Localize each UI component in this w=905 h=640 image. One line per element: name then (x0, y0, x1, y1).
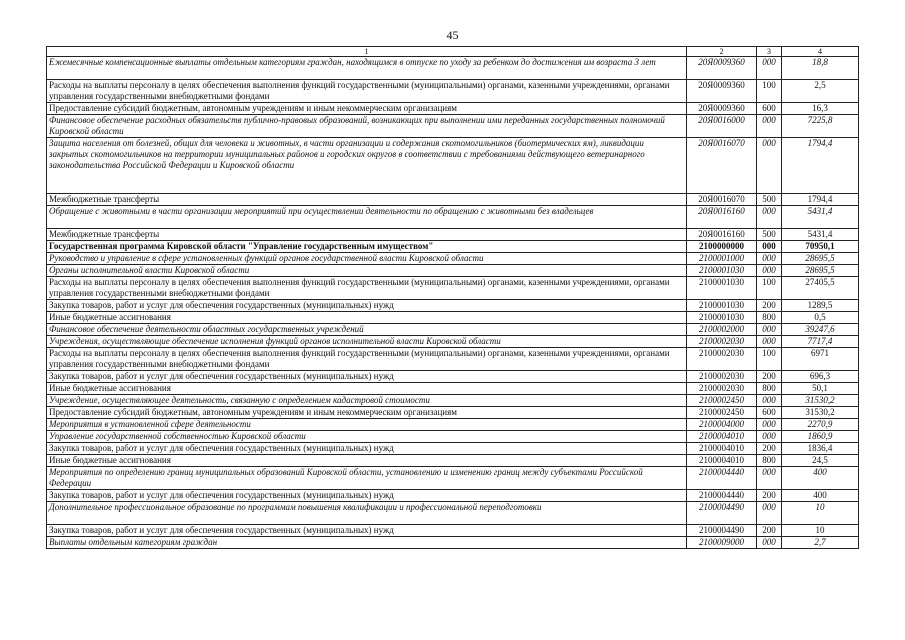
table-row (47, 395, 859, 407)
row-sum-cell: 50,1 (782, 383, 859, 395)
table-row (47, 194, 859, 206)
row-code-cell: 20Я0016160 (687, 229, 757, 241)
row-code-cell: 20Я0016160 (687, 206, 757, 229)
row-name-cell: Иные бюджетные ассигнования (47, 383, 687, 395)
row-sum-cell: 2,5 (782, 80, 859, 103)
row-sum-cell: 1860,9 (782, 431, 859, 443)
row-code-cell: 2100004000 (687, 419, 757, 431)
row-code-cell: 2100004490 (687, 502, 757, 525)
row-sum-cell: 1836,4 (782, 443, 859, 455)
row-code-cell: 2100002000 (687, 324, 757, 336)
row-type-cell: 000 (757, 419, 782, 431)
row-name-cell: Защита населения от болезней, общих для человека и животных, в части организации и содержания скотомогильников (биотермических ям), ликвидации закрытых скотомогильников на территории муниципальных районов и городских округов в соответствии с требованиями действующего ветеринарного законодательства Российской Федерации и Кировской области (47, 138, 687, 194)
row-name-cell: Закупка товаров, работ и услуг для обеспечения государственных (муниципальных) нужд (47, 443, 687, 455)
table-row (47, 525, 859, 537)
row-code-cell: 2100001030 (687, 312, 757, 324)
row-sum-cell: 27405,5 (782, 277, 859, 300)
row-type-cell: 100 (757, 80, 782, 103)
table-row (47, 383, 859, 395)
table-row (47, 537, 859, 549)
row-code-cell: 2100004010 (687, 431, 757, 443)
table-row (47, 371, 859, 383)
budget-table (46, 46, 859, 549)
table-row (47, 336, 859, 348)
row-type-cell: 000 (757, 265, 782, 277)
row-name-cell: Финансовое обеспечение расходных обязательств публично-правовых образований, возникающих при выполнении ими переданных государственных полномочий Кировской области (47, 115, 687, 138)
row-name-cell: Финансовое обеспечение деятельности областных государственных учреждений (47, 324, 687, 336)
table-row (47, 241, 859, 253)
table-row (47, 490, 859, 502)
row-type-cell: 000 (757, 57, 782, 80)
row-name-cell: Мероприятия по определению границ муниципальных образований Кировской области, установлению и изменению границ между субъектами Российской Федерации (47, 467, 687, 490)
row-type-cell: 800 (757, 455, 782, 467)
row-code-cell: 20Я0016070 (687, 138, 757, 194)
row-name-cell: Государственная программа Кировской области "Управление государственным имуществом" (47, 241, 687, 253)
row-code-cell: 2100004010 (687, 443, 757, 455)
row-sum-cell: 16,3 (782, 103, 859, 115)
row-code-cell: 2100001030 (687, 265, 757, 277)
row-sum-cell: 1289,5 (782, 300, 859, 312)
row-name-cell: Ежемесячные компенсационные выплаты отдельным категориям граждан, находящимся в отпуске по уходу за ребенком до достижения им возраста 3 лет (47, 57, 687, 80)
row-code-cell: 2100004440 (687, 490, 757, 502)
row-sum-cell: 28695,5 (782, 253, 859, 265)
row-type-cell: 000 (757, 502, 782, 525)
row-name-cell: Расходы на выплаты персоналу в целях обеспечения выполнения функций государственными (муниципальными) органами, казенными учреждениями, органами управления государственными внебюджетными фондами (47, 277, 687, 300)
row-code-cell: 2100001000 (687, 253, 757, 265)
row-code-cell: 2100004440 (687, 467, 757, 490)
row-type-cell: 000 (757, 395, 782, 407)
row-code-cell: 20Я0009360 (687, 103, 757, 115)
row-name-cell: Иные бюджетные ассигнования (47, 312, 687, 324)
row-name-cell: Предоставление субсидий бюджетным, автономным учреждениям и иным некоммерческим организациям (47, 103, 687, 115)
row-sum-cell: 7225,8 (782, 115, 859, 138)
row-sum-cell: 24,5 (782, 455, 859, 467)
row-type-cell: 000 (757, 115, 782, 138)
row-type-cell: 000 (757, 467, 782, 490)
row-name-cell: Органы исполнительной власти Кировской области (47, 265, 687, 277)
table-row (47, 431, 859, 443)
row-name-cell: Иные бюджетные ассигнования (47, 455, 687, 467)
row-sum-cell: 10 (782, 502, 859, 525)
table-row (47, 467, 859, 490)
row-name-cell: Учреждения, осуществляющие обеспечение исполнения функций органов исполнительной власти Кировской области (47, 336, 687, 348)
row-name-cell: Управление государственной собственностью Кировской области (47, 431, 687, 443)
row-code-cell: 2100002450 (687, 395, 757, 407)
table-row (47, 348, 859, 371)
row-sum-cell: 39247,6 (782, 324, 859, 336)
row-name-cell: Межбюджетные трансферты (47, 194, 687, 206)
row-code-cell: 20Я0016070 (687, 194, 757, 206)
row-type-cell: 000 (757, 324, 782, 336)
row-type-cell: 200 (757, 371, 782, 383)
row-type-cell: 000 (757, 241, 782, 253)
row-type-cell: 200 (757, 525, 782, 537)
row-type-cell: 600 (757, 103, 782, 115)
row-type-cell: 000 (757, 336, 782, 348)
table-row (47, 277, 859, 300)
table-row (47, 324, 859, 336)
table-row (47, 407, 859, 419)
row-type-cell: 200 (757, 490, 782, 502)
row-type-cell: 800 (757, 312, 782, 324)
row-sum-cell: 0,5 (782, 312, 859, 324)
row-sum-cell: 31530,2 (782, 395, 859, 407)
row-sum-cell: 5431,4 (782, 206, 859, 229)
row-type-cell: 000 (757, 253, 782, 265)
table-row (47, 57, 859, 80)
row-code-cell: 2100001030 (687, 277, 757, 300)
row-sum-cell: 7717,4 (782, 336, 859, 348)
row-name-cell: Межбюджетные трансферты (47, 229, 687, 241)
row-name-cell: Руководство и управление в сфере установленных функций органов государственной власти Кировской области (47, 253, 687, 265)
table-row (47, 115, 859, 138)
row-type-cell: 200 (757, 443, 782, 455)
row-type-cell: 600 (757, 407, 782, 419)
row-sum-cell: 400 (782, 490, 859, 502)
row-sum-cell: 28695,5 (782, 265, 859, 277)
row-sum-cell: 400 (782, 467, 859, 490)
row-type-cell: 500 (757, 194, 782, 206)
row-sum-cell: 1794,4 (782, 138, 859, 194)
row-code-cell: 20Я0009360 (687, 80, 757, 103)
table-row (47, 80, 859, 103)
row-type-cell: 000 (757, 431, 782, 443)
row-sum-cell: 1794,4 (782, 194, 859, 206)
row-type-cell: 500 (757, 229, 782, 241)
row-code-cell: 2100002030 (687, 383, 757, 395)
row-name-cell: Обращение с животными в части организации мероприятий при осуществлении деятельности по обращению с животными без владельцев (47, 206, 687, 229)
table-row (47, 253, 859, 265)
row-sum-cell: 2270,9 (782, 419, 859, 431)
row-code-cell: 2100001030 (687, 300, 757, 312)
header-col-type: 3 (757, 47, 782, 57)
row-type-cell: 000 (757, 206, 782, 229)
table-row (47, 312, 859, 324)
row-type-cell: 100 (757, 348, 782, 371)
row-sum-cell: 18,8 (782, 57, 859, 80)
row-name-cell: Предоставление субсидий бюджетным, автономным учреждениям и иным некоммерческим организациям (47, 407, 687, 419)
table-row (47, 455, 859, 467)
row-name-cell: Выплаты отдельным категориям граждан (47, 537, 687, 549)
row-code-cell: 2100002030 (687, 371, 757, 383)
page-number: 45 (446, 28, 459, 42)
table-row (47, 300, 859, 312)
row-sum-cell: 31530,2 (782, 407, 859, 419)
row-name-cell: Расходы на выплаты персоналу в целях обеспечения выполнения функций государственными (муниципальными) органами, казенными учреждениями, органами управления государственными внебюджетными фондами (47, 348, 687, 371)
header-col-code: 2 (687, 47, 757, 57)
row-type-cell: 100 (757, 277, 782, 300)
row-type-cell: 200 (757, 300, 782, 312)
row-name-cell: Расходы на выплаты персоналу в целях обеспечения выполнения функций государственными (муниципальными) органами, казенными учреждениями, органами управления государственными внебюджетными фондами (47, 80, 687, 103)
row-name-cell: Закупка товаров, работ и услуг для обеспечения государственных (муниципальных) нужд (47, 490, 687, 502)
row-code-cell: 2100004010 (687, 455, 757, 467)
row-code-cell: 20Я0016000 (687, 115, 757, 138)
row-sum-cell: 10 (782, 525, 859, 537)
row-type-cell: 800 (757, 383, 782, 395)
table-row (47, 103, 859, 115)
row-code-cell: 2100002030 (687, 348, 757, 371)
table-row (47, 229, 859, 241)
row-sum-cell: 2,7 (782, 537, 859, 549)
row-sum-cell: 696,3 (782, 371, 859, 383)
row-code-cell: 20Я0009360 (687, 57, 757, 80)
table-row (47, 206, 859, 229)
row-code-cell: 2100002450 (687, 407, 757, 419)
table-row (47, 419, 859, 431)
row-code-cell: 2100000000 (687, 241, 757, 253)
table-header-row (47, 47, 859, 57)
row-type-cell: 000 (757, 537, 782, 549)
row-sum-cell: 5431,4 (782, 229, 859, 241)
header-col-sum: 4 (782, 47, 859, 57)
table-row (47, 138, 859, 194)
table-row (47, 443, 859, 455)
row-name-cell: Закупка товаров, работ и услуг для обеспечения государственных (муниципальных) нужд (47, 525, 687, 537)
row-type-cell: 000 (757, 138, 782, 194)
row-code-cell: 2100009000 (687, 537, 757, 549)
row-name-cell: Учреждение, осуществляющее деятельность, связанную с определением кадастровой стоимости (47, 395, 687, 407)
row-code-cell: 2100004490 (687, 525, 757, 537)
header-col-name: 1 (47, 47, 687, 57)
row-name-cell: Мероприятия в установленной сфере деятельности (47, 419, 687, 431)
row-name-cell: Закупка товаров, работ и услуг для обеспечения государственных (муниципальных) нужд (47, 300, 687, 312)
row-sum-cell: 6971 (782, 348, 859, 371)
table-row (47, 502, 859, 525)
row-sum-cell: 70950,1 (782, 241, 859, 253)
table-row (47, 265, 859, 277)
row-name-cell: Закупка товаров, работ и услуг для обеспечения государственных (муниципальных) нужд (47, 371, 687, 383)
row-code-cell: 2100002030 (687, 336, 757, 348)
row-name-cell: Дополнительное профессиональное образование по программам повышения квалификации и профессиональной переподготовки (47, 502, 687, 525)
